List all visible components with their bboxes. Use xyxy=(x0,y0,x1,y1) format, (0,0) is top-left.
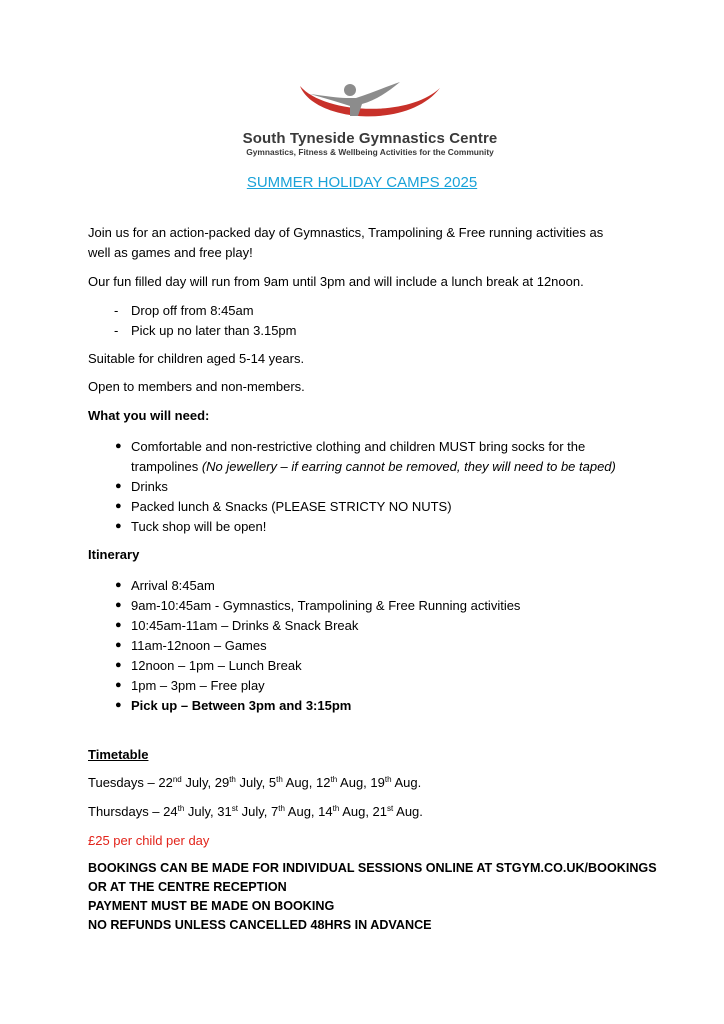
tuesdays-dates: Tuesdays – 22nd July, 29th July, 5th Aug, 12th Aug, 19th Aug. xyxy=(88,775,422,790)
itinerary-item: 10:45am-11am – Drinks & Snack Break xyxy=(131,618,359,633)
itinerary-heading: Itinerary xyxy=(88,547,140,562)
bullet-icon: ● xyxy=(115,699,122,711)
page-title: SUMMER HOLIDAY CAMPS 2025 xyxy=(246,174,478,191)
needs-item-drinks: Drinks xyxy=(131,479,168,494)
bullet-icon: ● xyxy=(115,520,122,532)
gymnast-swoosh-logo-icon xyxy=(296,78,444,130)
dash-marker: - xyxy=(114,323,119,338)
dash-marker: - xyxy=(114,303,119,318)
itinerary-item: Arrival 8:45am xyxy=(131,578,215,593)
intro-line-2: well as games and free play! xyxy=(88,245,253,260)
itinerary-pickup-item: Pick up – Between 3pm and 3:15pm xyxy=(131,698,352,713)
bullet-icon: ● xyxy=(115,619,122,631)
bullet-icon: ● xyxy=(115,639,122,651)
jewellery-note: (No jewellery – if earring cannot be removed, they will need to be taped) xyxy=(201,459,616,474)
intro-line-1: Join us for an action-packed day of Gymnastics, Trampolining & Free running activities as xyxy=(88,225,604,240)
itinerary-item: 11am-12noon – Games xyxy=(131,638,267,653)
bullet-icon: ● xyxy=(115,679,122,691)
refund-line: NO REFUNDS UNLESS CANCELLED 48HRS IN ADVANCE xyxy=(88,918,432,932)
needs-item-clothing: Comfortable and non-restrictive clothing and children MUST bring socks for the xyxy=(131,439,586,454)
itinerary-item: 1pm – 3pm – Free play xyxy=(131,678,265,693)
bullet-icon: ● xyxy=(115,599,122,611)
org-name: South Tyneside Gymnastics Centre xyxy=(242,130,498,147)
booking-line-2: OR AT THE CENTRE RECEPTION xyxy=(88,880,287,894)
bullet-icon: ● xyxy=(115,500,122,512)
bullet-icon: ● xyxy=(115,579,122,591)
itinerary-item: 9am-10:45am - Gymnastics, Trampolining & Free Running activities xyxy=(131,598,521,613)
bullet-icon: ● xyxy=(115,659,122,671)
price-text: £25 per child per day xyxy=(88,833,210,848)
needs-item-tuckshop: Tuck shop will be open! xyxy=(131,519,267,534)
bullet-icon: ● xyxy=(115,440,122,452)
membership-text: Open to members and non-members. xyxy=(88,379,305,394)
itinerary-item: 12noon – 1pm – Lunch Break xyxy=(131,658,302,673)
timetable-heading: Timetable xyxy=(88,747,149,762)
payment-line: PAYMENT MUST BE MADE ON BOOKING xyxy=(88,899,335,913)
drop-off-item: Drop off from 8:45am xyxy=(131,303,254,318)
age-range-text: Suitable for children aged 5-14 years. xyxy=(88,351,305,366)
needs-heading: What you will need: xyxy=(88,408,210,423)
thursdays-dates: Thursdays – 24th July, 31st July, 7th Aug, 14th Aug, 21st Aug. xyxy=(88,804,423,819)
needs-item-lunch: Packed lunch & Snacks (PLEASE STRICTY NO NUTS) xyxy=(131,499,452,514)
org-tagline: Gymnastics, Fitness & Wellbeing Activities for the Community xyxy=(246,147,494,157)
logo xyxy=(200,78,540,156)
booking-line-1: BOOKINGS CAN BE MADE FOR INDIVIDUAL SESSIONS ONLINE AT STGYM.CO.UK/BOOKINGS xyxy=(88,861,657,875)
schedule-text: Our fun filled day will run from 9am until 3pm and will include a lunch break at 12noon. xyxy=(88,274,584,289)
pick-up-item: Pick up no later than 3.15pm xyxy=(131,323,297,338)
bullet-icon: ● xyxy=(115,480,122,492)
needs-item-clothing-cont: trampolines (No jewellery – if earring cannot be removed, they will need to be taped) xyxy=(131,459,616,474)
